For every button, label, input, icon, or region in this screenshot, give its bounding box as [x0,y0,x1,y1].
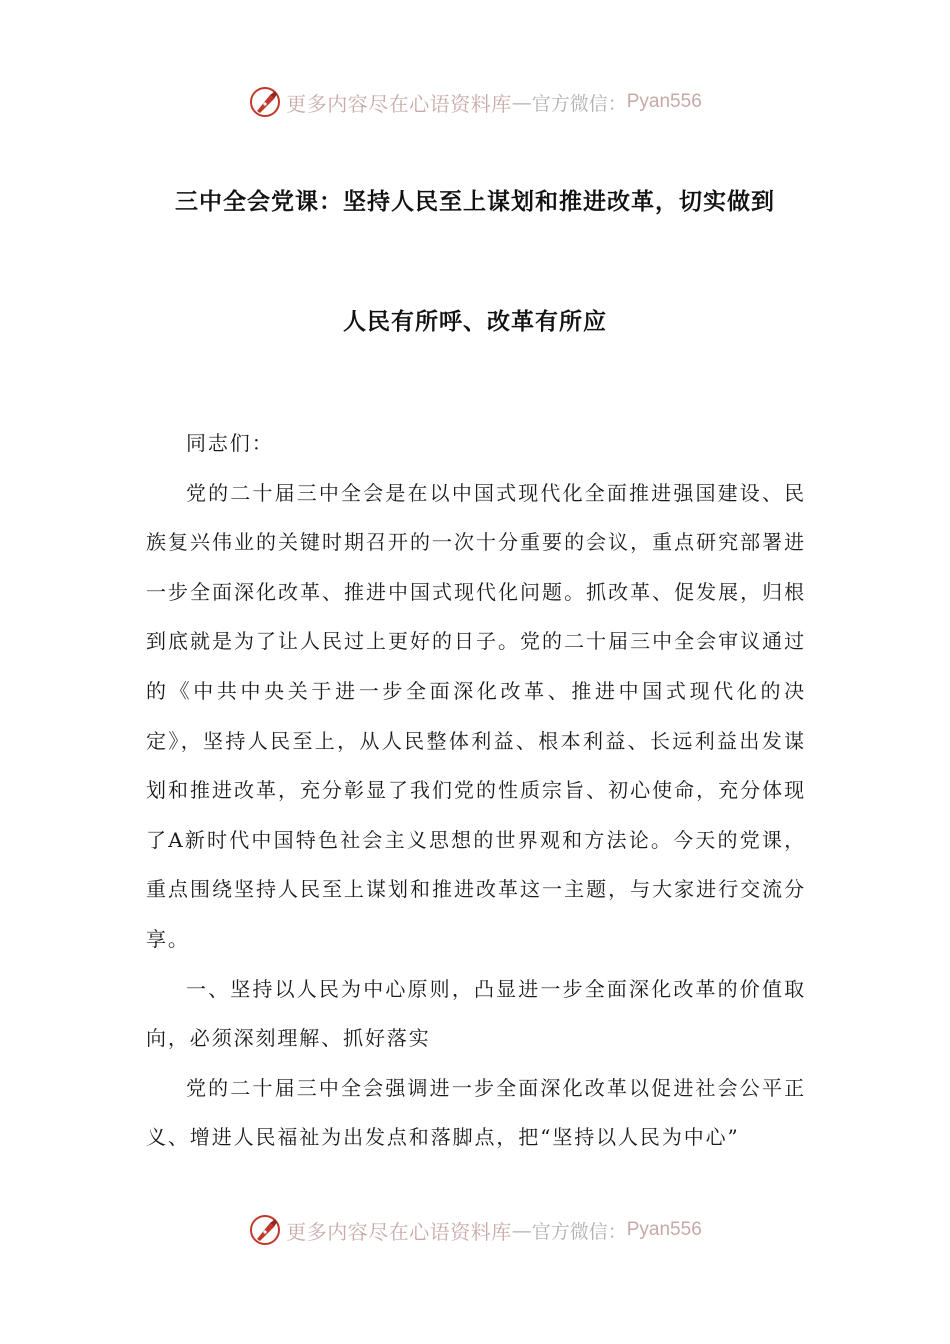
pen-nib-icon [248,85,282,119]
watermark-brand: 更多内容尽在心语资料库 [286,91,512,116]
watermark-brand: 更多内容尽在心语资料库 [286,1219,512,1244]
watermark-separator: — [511,90,532,114]
watermark-contact-id: Pyan556 [626,91,702,112]
document-title-line-2: 人民有所呼、改革有所应 [343,309,607,335]
watermark-contact-label: 官方微信： [531,92,627,115]
header-watermark [0,82,950,122]
document-title-line-1: 三中全会党课：坚持人民至上谋划和推进改革，切实做到 [175,189,775,215]
body-paragraph: 党的二十届三中全会强调进一步全面深化改革以促进社会公平正义、增进人民福祉为出发点和落脚点，把“坚持以人民为中心” [146,1075,806,1150]
watermark-contact-label: 官方微信： [531,1220,627,1243]
watermark-separator: — [511,1218,532,1242]
footer-watermark [0,1210,950,1250]
intro-paragraph: 党的二十届三中全会是在以中国式现代化全面推进强国建设、民族复兴伟业的关键时期召开的一次十分重要的会议，重点研究部署进一步全面深化改革、推进中国式现代化问题。抓改革、促发展，归根到底就是为了让人民过上更好的日子。党的二十届三中全会审议通过的《中共中央关于进一步全面深化改革、推进中国式现代化的决定》，坚持人民至上，从人民整体利益、根本利益、长远利益出发谋划和推进改革，充分彰显了我们党的性质宗旨、初心使命，充分体现了A新时代中国特色社会主义思想的世界观和方法论。今天的党课，重点围绕坚持人民至上谋划和推进改革这一主题，与大家进行交流分享。 [146,480,806,951]
document-body [146,419,806,1163]
pen-nib-icon [248,1213,282,1247]
section-heading-1: 一、坚持以人民为中心原则，凸显进一步全面深化改革的价值取向，必须深刻理解、抓好落实 [146,976,806,1051]
salutation-paragraph: 同志们： [186,431,274,455]
watermark-contact-id: Pyan556 [626,1219,702,1240]
